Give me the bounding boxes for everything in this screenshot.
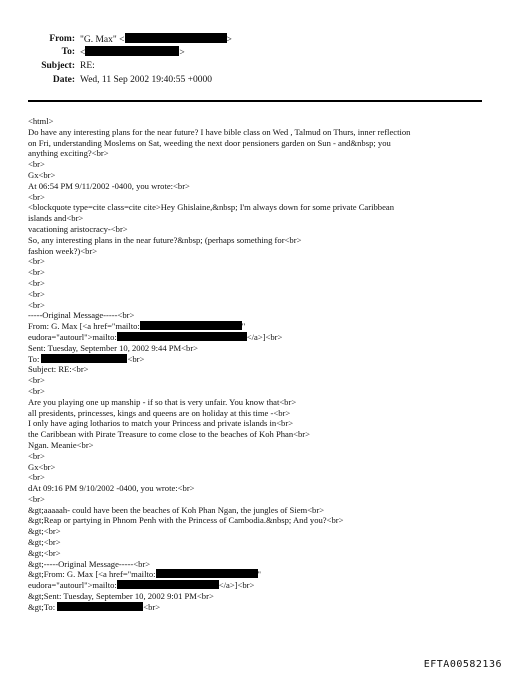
body-line: eudora="autourl">mailto: </a>]<br> xyxy=(28,580,255,591)
body-line: <html> xyxy=(28,116,54,126)
body-line: -----Original Message-----<br> xyxy=(28,310,135,321)
body-line: <blockquote type=cite class=cite cite>Hey Ghislaine,&nbsp; I'm always down for some private Caribbean xyxy=(28,202,395,213)
redaction-bar xyxy=(125,33,227,43)
message-body xyxy=(28,116,490,613)
body-line: <br> xyxy=(28,277,45,288)
body-line: Do have any interesting plans for the near future? I have bible class on Wed , Talmud on Thurs, inner reflection xyxy=(28,126,411,137)
redaction-bar xyxy=(140,321,242,330)
redaction-bar xyxy=(117,580,219,589)
body-line: <br> xyxy=(28,256,45,267)
body-line: Gx<br> xyxy=(28,461,56,472)
body-line: &gt;Sent: Tuesday, September 10, 2002 9:01 PM<br> xyxy=(28,591,214,602)
from-label: From: xyxy=(49,34,75,44)
body-line: <br> xyxy=(28,267,45,278)
date-label: Date: xyxy=(52,75,75,85)
body-line: <br> xyxy=(28,385,45,396)
body-line: eudora="autourl">mailto: </a>]<br> xyxy=(28,331,283,342)
body-line: &gt;To: <br> xyxy=(28,601,161,612)
body-line: all presidents, princesses, kings and queens are on holiday at this time -<br> xyxy=(28,407,291,418)
body-line: &gt;<br> xyxy=(28,537,61,548)
body-line: the Caribbean with Pirate Treasure to come close to the beaches of Koh Phan<br> xyxy=(28,429,310,440)
body-line: <br> xyxy=(28,472,45,483)
body-line: <br> xyxy=(28,288,45,299)
body-line: Sent: Tuesday, September 10, 2002 9:44 PM<br> xyxy=(28,342,199,353)
body-line: <br> xyxy=(28,375,45,386)
body-line: Gx<br> xyxy=(28,169,56,180)
body-line: &gt;-----Original Message-----<br> xyxy=(28,558,151,569)
body-line: on Fri, understanding Moslems on Sat, weeding the next door pensioners garden on Sun - and&nbsp; you xyxy=(28,137,391,148)
to-value: < > xyxy=(80,48,185,58)
body-line: I only have aging lotharios to match your Princess and private islands in<br> xyxy=(28,418,294,429)
to-label: To: xyxy=(61,47,75,57)
redaction-bar xyxy=(85,46,179,56)
body-line: &gt;<br> xyxy=(28,526,61,537)
body-line: At 06:54 PM 9/11/2002 -0400, you wrote:<br> xyxy=(28,180,190,191)
redaction-bar xyxy=(117,332,247,341)
subject-value: RE: xyxy=(80,61,95,71)
redaction-bar xyxy=(156,569,258,578)
body-line: &gt;<br> xyxy=(28,547,61,558)
body-line: Subject: RE:<br> xyxy=(28,364,89,375)
subject-label: Subject: xyxy=(41,61,75,71)
body-line: Are you playing one up manship - if so that is very unfair. You know that<br> xyxy=(28,396,297,407)
header-divider xyxy=(28,100,482,102)
body-line: <br> xyxy=(28,159,45,170)
body-line: To: <br> xyxy=(28,353,145,364)
body-line: anything exciting?<br> xyxy=(28,148,109,159)
body-line: So, any interesting plans in the near future?&nbsp; (perhaps something for<br> xyxy=(28,234,302,245)
body-line: fashion week?)<br> xyxy=(28,245,98,256)
body-line: <br> xyxy=(28,191,45,202)
body-line: islands and<br> xyxy=(28,213,84,224)
body-line: &gt;From: G. Max [<a href="mailto: " xyxy=(28,569,262,580)
redaction-bar xyxy=(41,354,127,363)
body-line: <br> xyxy=(28,450,45,461)
body-line: Ngan. Meanie<br> xyxy=(28,439,94,450)
body-line: &gt;Reap or partying in Phnom Penh with the Princess of Cambodia.&nbsp; And you?<br> xyxy=(28,515,344,526)
body-line: <br> xyxy=(28,493,45,504)
body-line: &gt;aaaaah- could have been the beaches of Koh Phan Ngan, the jungles of Siem<br> xyxy=(28,504,325,515)
body-line: <br> xyxy=(28,299,45,310)
date-value: Wed, 11 Sep 2002 19:40:55 +0000 xyxy=(80,75,212,85)
body-line: dAt 09:16 PM 9/10/2002 -0400, you wrote:<br> xyxy=(28,483,195,494)
document-stamp: EFTA00582136 xyxy=(423,659,502,670)
from-value: "G. Max" < > xyxy=(80,35,232,45)
redaction-bar xyxy=(57,602,143,611)
body-line: From: G. Max [<a href="mailto: " xyxy=(28,321,246,332)
body-line: vacationing aristocracy-<br> xyxy=(28,223,128,234)
